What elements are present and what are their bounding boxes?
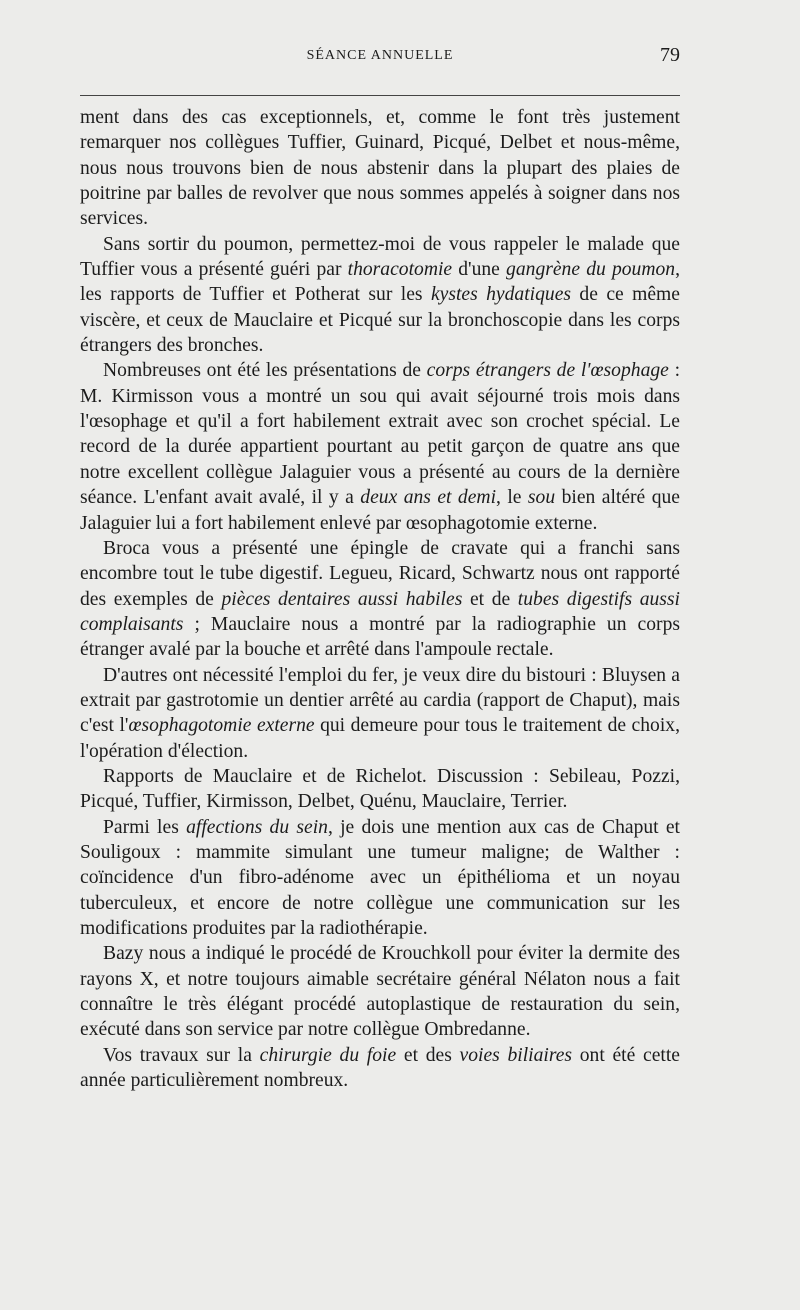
italic-text: gangrène du poumon (506, 259, 676, 281)
italic-text: deux ans et demi (360, 487, 497, 509)
text-run: Sans sortir du poumon, permettez-moi de vous rappeler le malade que Tuffier vous a présenté guéri par (80, 233, 680, 281)
paragraph (80, 764, 680, 815)
italic-text: voies biliaires (459, 1044, 573, 1066)
text-run: D'autres ont nécessité l'emploi du fer, je veux dire du bistouri : Bluysen a extrait par gastrotomie un dentier arrêté au cardia (rapport de Chaput), mais c'est l' (80, 664, 680, 737)
italic-text: thoracotomie (347, 259, 453, 281)
page-number: 79 (660, 44, 680, 66)
text-run: Parmi les (103, 816, 187, 838)
header-rule (80, 95, 680, 96)
text-run: et de (462, 588, 518, 610)
italic-text: sou (527, 487, 556, 509)
paragraph (80, 815, 680, 942)
page-header (80, 44, 680, 72)
italic-text: chirurgie du foie (259, 1044, 397, 1066)
text-run: qui demeure pour tous le traitement de choix, l'opération d'élection. (80, 715, 680, 762)
italic-text: pièces dentaires aussi habiles (221, 588, 463, 610)
running-title: SÉANCE ANNUELLE (306, 48, 454, 63)
italic-text: corps étrangers de l'œsophage (426, 360, 669, 382)
italic-text: affections du sein (186, 816, 328, 838)
text-run: d'une (452, 259, 507, 281)
paragraph (80, 941, 680, 1042)
paragraph (80, 663, 680, 764)
body-text (80, 105, 680, 1093)
text-run: , je dois une mention aux cas de Chaput et Souligoux : mammite simulant une tumeur maligne; de Walther : coïncidence d'un fibro-adénome avec un épithélioma et un noyau tuberculeux, et encore de notre collègue une communication sur les modifications produites par la radiothérapie. (80, 816, 681, 939)
text-run: ; Mauclaire nous a montré par la radiographie un corps étranger avalé par la bouche et arrêté dans l'ampoule rectale. (80, 613, 680, 661)
text-run: Bazy nous a indiqué le procédé de Krouchkoll pour éviter la dermite des rayons X, et notre toujours aimable secrétaire général Nélaton nous a fait connaître le très élégant procédé autoplastique de restauration du sein, exécuté dans son service par notre collègue Ombredanne. (80, 943, 680, 1041)
text-run: ont été cette année particulièrement nombreux. (80, 1044, 680, 1092)
italic-text: kystes hydatiques (430, 284, 572, 306)
text-run: et des (396, 1044, 460, 1066)
paragraph (80, 105, 680, 232)
text-run: Vos travaux sur la (103, 1044, 260, 1066)
text-run: de ce même viscère, et ceux de Mauclaire et Picqué sur la bronchoscopie dans les corps étrangers des bronches. (80, 284, 680, 357)
text-run: Rapports de Mauclaire et de Richelot. Discussion : Sebileau, Pozzi, Picqué, Tuffier, Kirmisson, Delbet, Quénu, Mauclaire, Terrier. (80, 765, 680, 813)
text-run: : M. Kirmisson vous a montré un sou qui avait séjourné trois mois dans l'œsophage et qu'il a fort habilement extrait avec son crochet spécial. Le record de la durée appartient pourtant au petit garçon de quatre ans que notre excellent collègue Jalaguier vous a présenté au cours de la dernière séance. L'enfant avait avalé, il y a (80, 360, 681, 509)
text-run: Nombreuses ont été les présentations de (103, 360, 427, 382)
text-run: , le (496, 487, 528, 509)
italic-text: tubes digestifs aussi complaisants (80, 588, 680, 635)
paragraph (80, 1043, 680, 1094)
paragraph (80, 358, 680, 535)
paragraph (80, 232, 680, 359)
text-run: , les rapports de Tuffier et Potherat sur les (80, 259, 680, 306)
text-run: bien altéré que Jalaguier lui a fort habilement enlevé par œsophagotomie externe. (80, 487, 680, 534)
text-run: Broca vous a présenté une épingle de cravate qui a franchi sans encombre tout le tube digestif. Legueu, Ricard, Schwartz nous ont rapporté des exemples de (80, 537, 680, 610)
italic-text: œsophagotomie externe (128, 715, 315, 737)
paragraph (80, 536, 680, 663)
text-run: ment dans des cas exceptionnels, et, comme le font très justement remarquer nos collègues Tuffier, Guinard, Picqué, Delbet et nous-même, nous nous trouvons bien de nous abstenir dans la plupart des plaies de poitrine par balles de revolver que nous sommes appelés à soigner dans nos services. (80, 107, 680, 230)
